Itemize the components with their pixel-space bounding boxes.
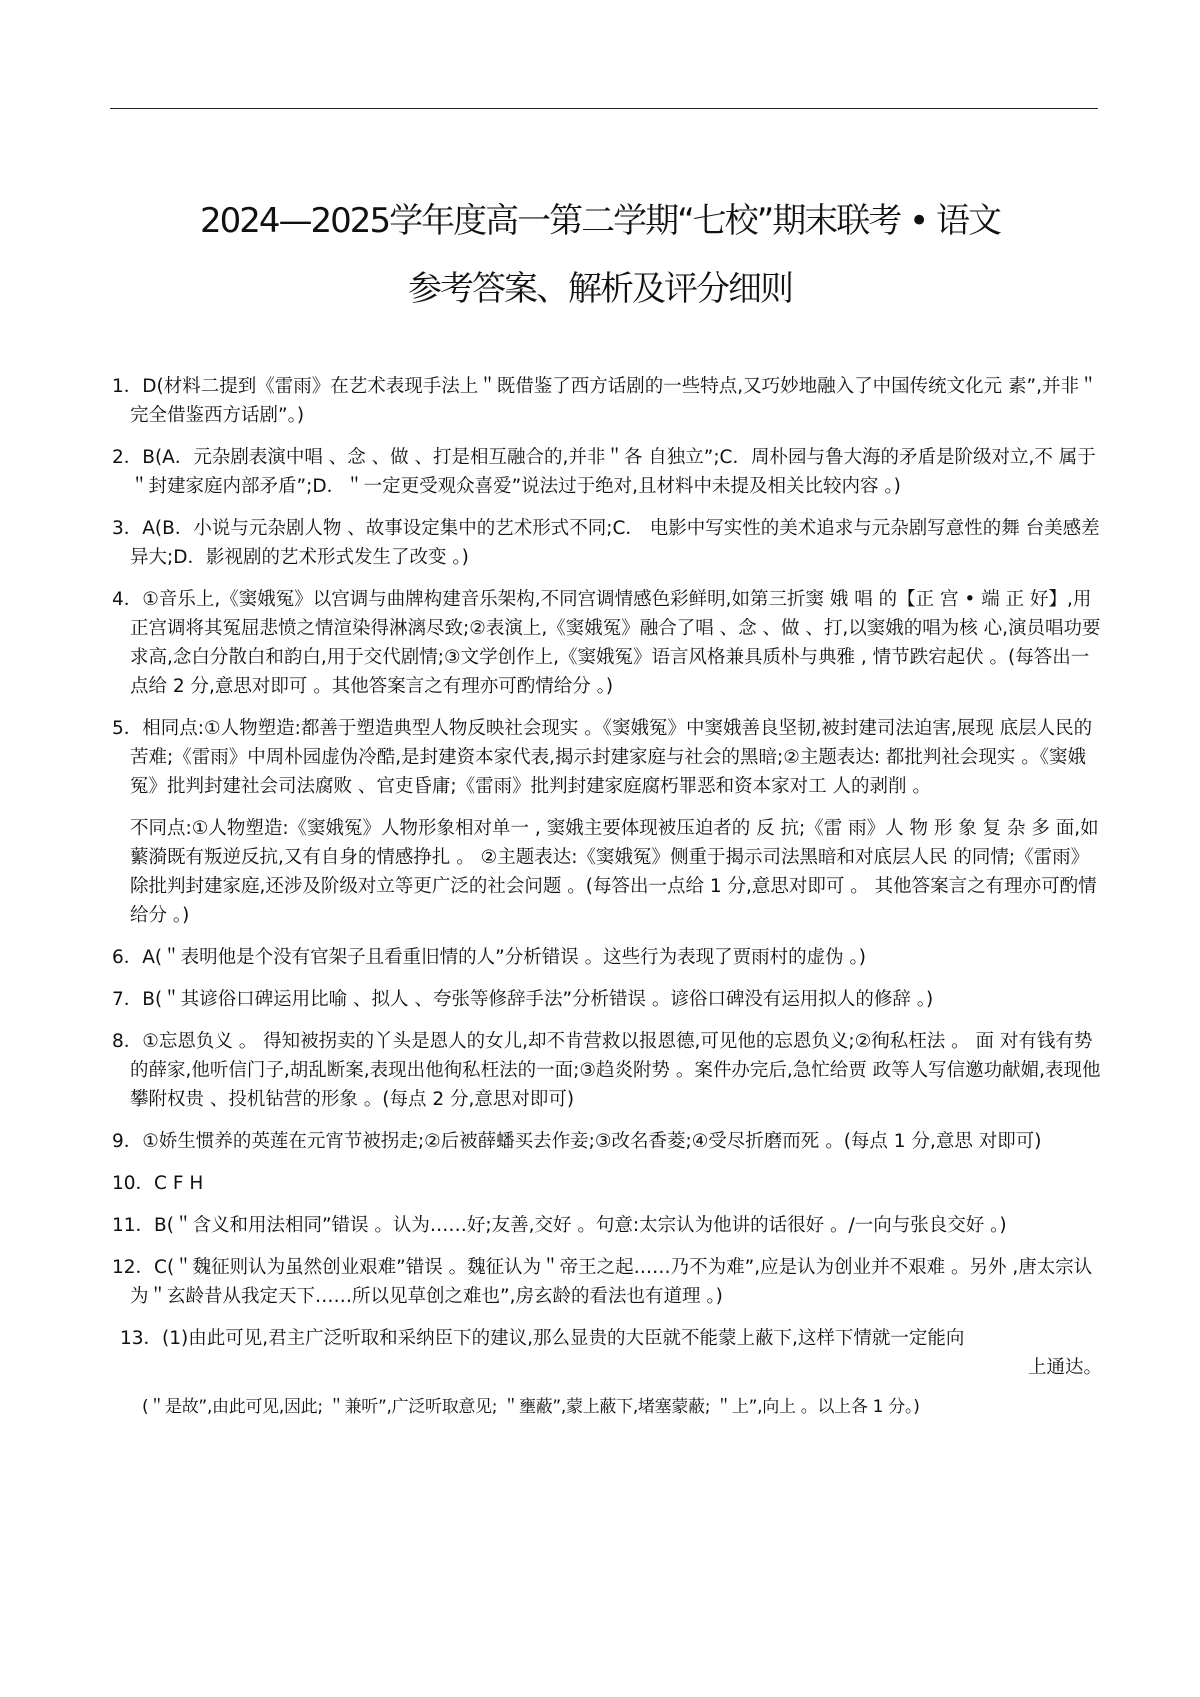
answer-11: 11．B(＂含义和用法相同”错误 。认为……好;友善,交好 。句意:太宗认为他讲的话很好 。/一向与张良交好 。)	[112, 1215, 1007, 1236]
document-title: 2024—2025学年度高一第二学期“七校”期末联考 • 语文	[200, 201, 1000, 241]
answer-4: 4．①音乐上,《窦娥冤》以宫调与曲牌构建音乐架构,不同宫调情感色彩鲜明,如第三折窦 娥 唱 的【正 宫 • 端 正 好】,用正宫调将其冤屈悲愤之情渲染得淋漓尽致;②表演上,《窦娥冤》融合了唱 、念 、做 、打,以窦娥的唱为核 心,演员唱功要求高,念白分散白和韵白,用于交代剧情;③文学创作上,《窦娥冤》语言风格兼具质朴与典雅 , 情节跌宕起伏 。(每答出一点给 2 分,意思对即可 。其他答案言之有理亦可酌情给分 。)	[112, 589, 1101, 697]
answer-7: 7．B(＂其谚俗口碑运用比喻 、拟人 、夸张等修辞手法”分析错误 。谚俗口碑没有运用拟人的修辞 。)	[112, 989, 934, 1010]
header-rule	[110, 108, 1098, 109]
answer-9: 9．①娇生惯养的英莲在元宵节被拐走;②后被薛蟠买去作妾;③改名香菱;④受尽折磨而死 。(每点 1 分,意思 对即可)	[112, 1131, 1042, 1152]
answer-13-line1: 13．(1)由此可见,君主广泛听取和采纳臣下的建议,那么显贵的大臣就不能蒙上蔽下,这样下情就一定能向	[120, 1328, 965, 1349]
answer-12: 12．C(＂魏征则认为虽然创业艰难”错误 。魏征认为＂帝王之起……乃不为难”,应是认为创业并不艰难 。另外 ,唐太宗认为＂玄龄昔从我定天下……所以见草创之难也”,房玄龄的看法也有道理 。)	[112, 1257, 1093, 1307]
answer-13-line2: 上通达。	[1027, 1357, 1102, 1378]
answer-1: 1．D(材料二提到《雷雨》在艺术表现手法上＂既借鉴了西方话剧的一些特点,又巧妙地融入了中国传统文化元 素”,并非＂完全借鉴西方话剧”。)	[112, 376, 1098, 426]
answer-13-scoring-note: (＂是故”,由此可见,因此; ＂兼听”,广泛听取意见; ＂壅蔽”,蒙上蔽下,堵塞蒙蔽; ＂上”,向上 。以上各 1 分。)	[142, 1397, 920, 1417]
answer-8: 8．①忘恩负义 。 得知被拐卖的丫头是恩人的女儿,却不肯营救以报恩德,可见他的忘恩负义;②徇私枉法 。 面 对有钱有势的薛家,他听信门子,胡乱断案,表现出他徇私枉法的一面;③趋炎附势 。案件办完后,急忙给贾 政等人写信邀功献媚,表现他攀附权贵 、投机钻营的形象 。(每点 2 分,意思对即可)	[112, 1031, 1101, 1110]
answer-5-differences: 不同点:①人物塑造:《窦娥冤》人物形象相对单一 , 窦娥主要体现被压迫者的 反 抗;《雷 雨》人 物 形 象 复 杂 多 面,如蘩漪既有叛逆反抗,又有自身的情感挣扎 。 ②主题表达:《窦娥冤》侧重于揭示司法黑暗和对底层人民 的同情;《雷雨》除批判封建家庭,还涉及阶级对立等更广泛的社会问题 。(每答出一点给 1 分,意思对即可 。 其他答案言之有理亦可酌情给分 。)	[130, 818, 1099, 926]
answer-5-similarities: 5．相同点:①人物塑造:都善于塑造典型人物反映社会现实 。《窦娥冤》中窦娥善良坚韧,被封建司法迫害,展现 底层人民的苦难;《雷雨》中周朴园虚伪冷酷,是封建资本家代表,揭示封建家庭与社会的黑暗;②主题表达: 都批判社会现实 。《窦娥冤》批判封建社会司法腐败 、官吏昏庸;《雷雨》批判封建家庭腐朽罪恶和资本家对工 人的剥削 。	[112, 718, 1093, 797]
answer-13	[120, 1324, 1102, 1382]
answer-list	[112, 372, 1102, 1420]
answer-10: 10．C F H	[112, 1173, 204, 1194]
title-block	[0, 196, 1200, 314]
answer-6: 6．A(＂表明他是个没有官架子且看重旧情的人”分析错误 。这些行为表现了贾雨村的虚伪 。)	[112, 947, 866, 968]
answer-2: 2．B(A．元杂剧表演中唱 、念 、做 、打是相互融合的,并非＂各 自独立”;C．周朴园与鲁大海的矛盾是阶级对立,不 属于＂封建家庭内部矛盾”;D．＂一定更受观众喜爱”说法过于绝对,且材料中未提及相关比较内容 。)	[112, 447, 1096, 497]
document-subtitle: 参考答案、解析及评分细则	[408, 269, 792, 309]
answer-3: 3．A(B．小说与元杂剧人物 、故事设定集中的艺术形式不同;C． 电影中写实性的美术追求与元杂剧写意性的舞 台美感差异大;D．影视剧的艺术形式发生了改变 。)	[112, 518, 1100, 568]
